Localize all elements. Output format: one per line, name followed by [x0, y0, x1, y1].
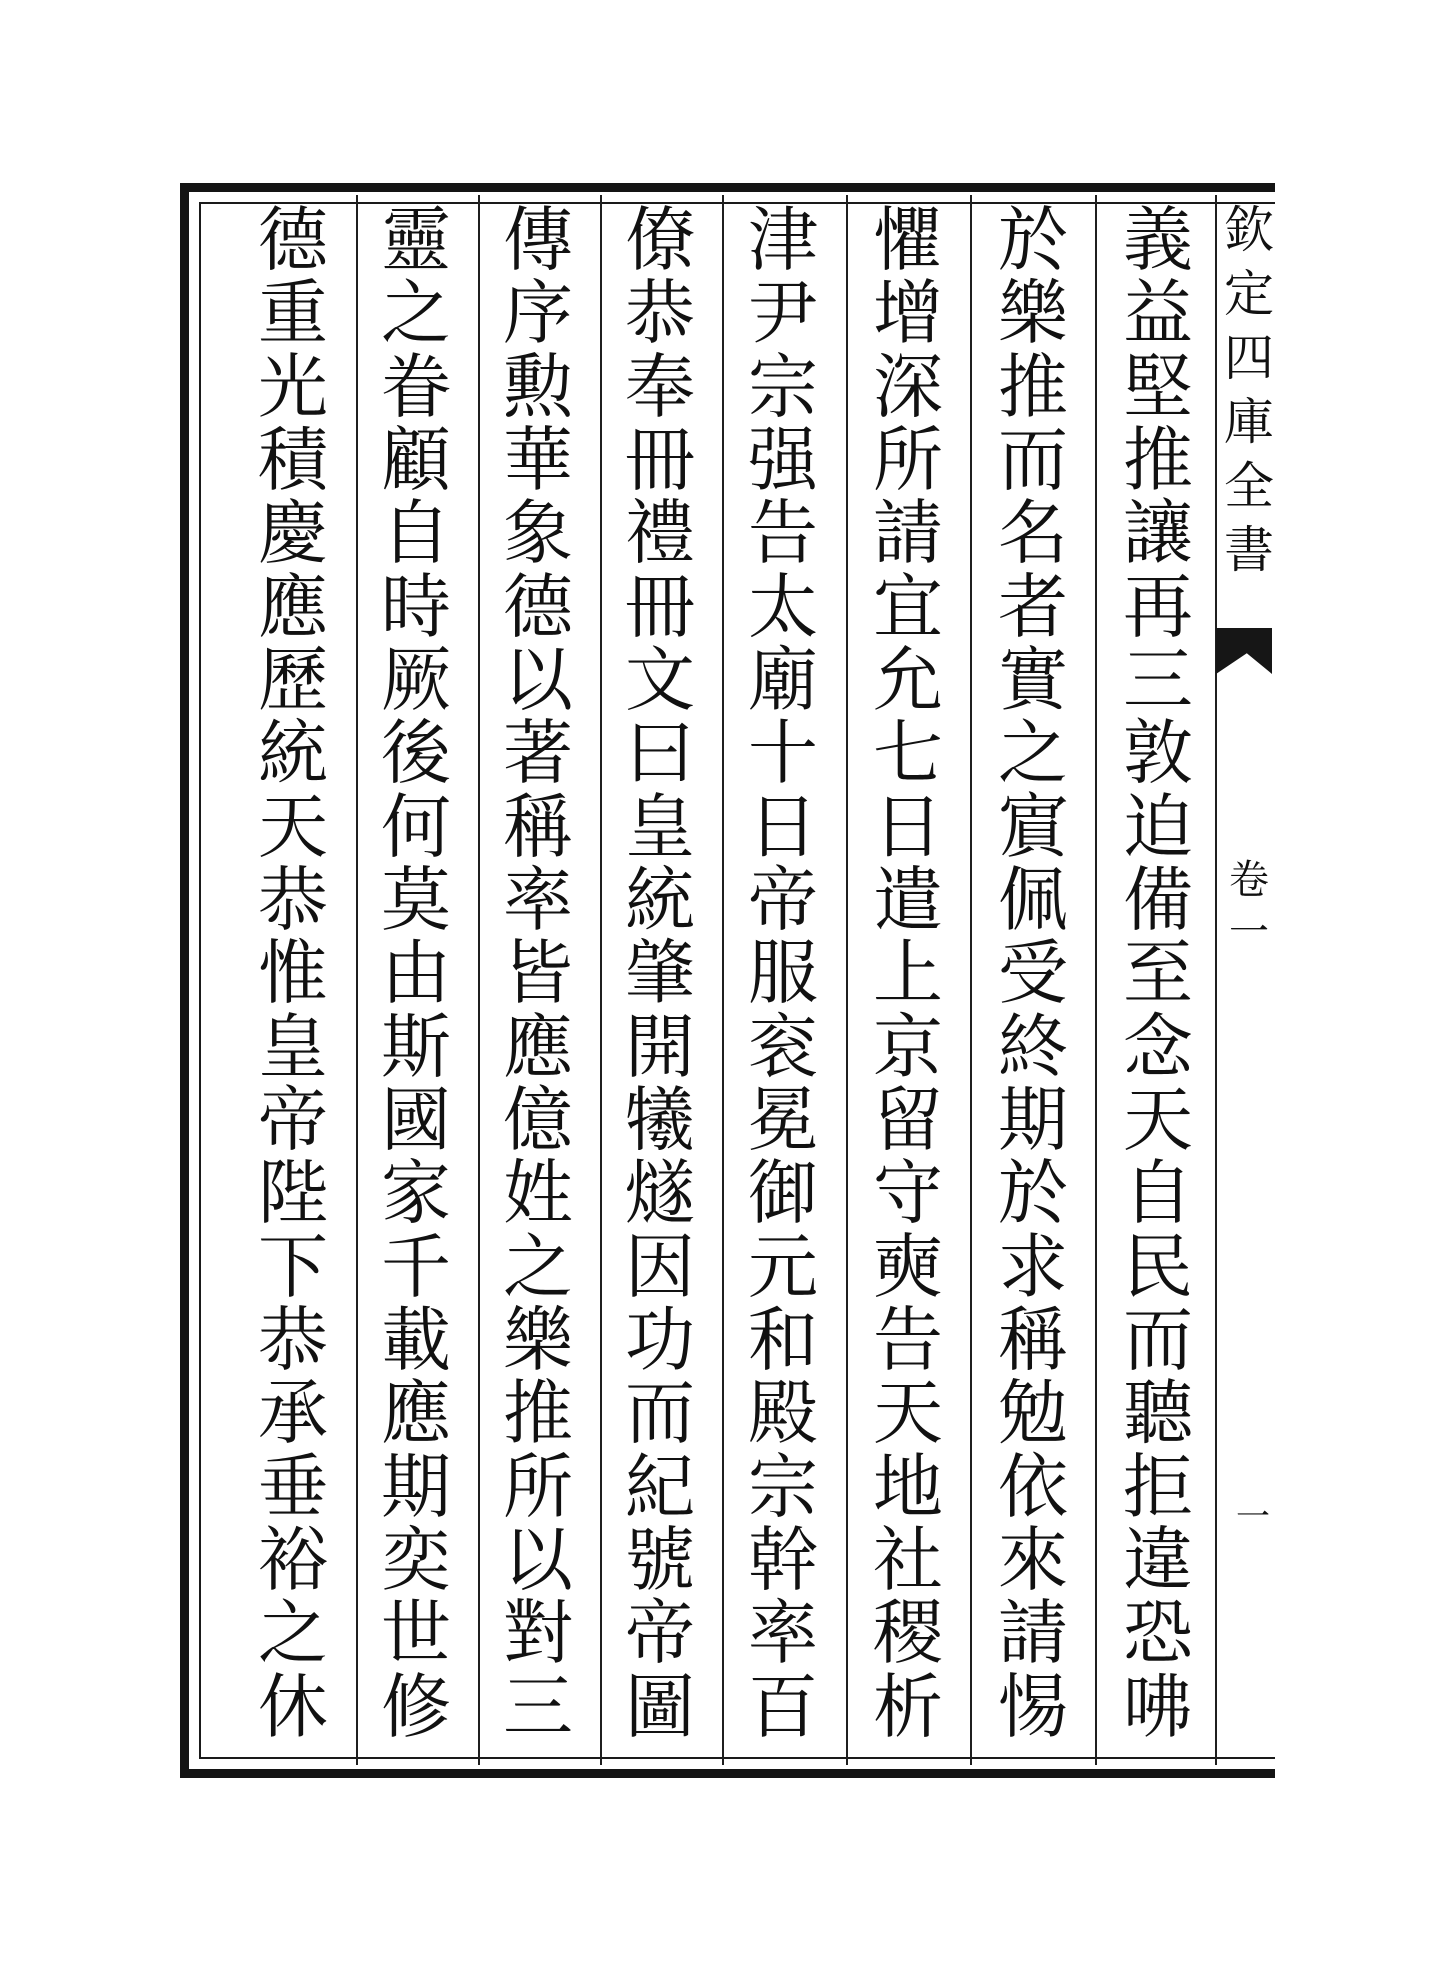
glyph: 冕 — [748, 1078, 818, 1161]
glyph: 來 — [998, 1518, 1068, 1601]
glyph: 請 — [998, 1592, 1068, 1675]
glyph: 恐 — [1123, 1592, 1193, 1675]
glyph: 而 — [1123, 1298, 1193, 1381]
glyph: 開 — [625, 1005, 695, 1088]
glyph: 以 — [503, 638, 573, 721]
glyph: 宗 — [748, 345, 818, 428]
glyph: 皆 — [503, 932, 573, 1015]
glyph: 眷 — [381, 345, 451, 428]
glyph: 敦 — [1123, 712, 1193, 795]
glyph: 所 — [873, 418, 943, 501]
glyph: 應 — [503, 1005, 573, 1088]
text-column-6 — [479, 199, 597, 1748]
glyph: 推 — [1123, 418, 1193, 501]
glyph: 違 — [1123, 1518, 1193, 1601]
glyph: 恭 — [258, 858, 328, 941]
glyph: 廟 — [748, 638, 818, 721]
glyph: 宗 — [748, 1445, 818, 1528]
glyph: 社 — [873, 1518, 943, 1601]
glyph: 衮 — [748, 1005, 818, 1088]
glyph: 殿 — [748, 1372, 818, 1455]
glyph: 慶 — [258, 492, 328, 575]
glyph: 備 — [1123, 858, 1193, 941]
glyph: 强 — [748, 418, 818, 501]
glyph: 推 — [503, 1372, 573, 1455]
glyph: 重 — [258, 272, 328, 355]
glyph: 帝 — [748, 858, 818, 941]
glyph: 率 — [503, 858, 573, 941]
glyph: 告 — [748, 492, 818, 575]
glyph: 幹 — [748, 1518, 818, 1601]
glyph: 象 — [503, 492, 573, 575]
glyph: 肇 — [625, 932, 695, 1015]
margin-glyph: 欽 — [1224, 201, 1274, 259]
glyph: 禮 — [625, 492, 695, 575]
glyph: 尹 — [748, 272, 818, 355]
glyph: 再 — [1123, 565, 1193, 648]
glyph: 帝 — [625, 1592, 695, 1675]
glyph: 恭 — [625, 272, 695, 355]
glyph: 因 — [625, 1225, 695, 1308]
glyph: 而 — [998, 418, 1068, 501]
glyph: 者 — [998, 565, 1068, 648]
glyph: 德 — [258, 199, 328, 281]
glyph: 修 — [381, 1665, 451, 1748]
glyph: 百 — [748, 1665, 818, 1748]
glyph: 著 — [503, 712, 573, 795]
glyph: 序 — [503, 272, 573, 355]
glyph: 守 — [873, 1152, 943, 1235]
glyph: 所 — [503, 1445, 573, 1528]
glyph: 對 — [503, 1592, 573, 1675]
glyph: 姓 — [503, 1152, 573, 1235]
glyph: 賔 — [998, 785, 1068, 868]
glyph: 皇 — [258, 1005, 328, 1088]
glyph: 服 — [748, 932, 818, 1015]
juan-glyph: 卷 — [1229, 857, 1269, 903]
glyph: 津 — [748, 199, 818, 281]
glyph: 積 — [258, 418, 328, 501]
glyph: 拒 — [1123, 1445, 1193, 1528]
glyph: 率 — [748, 1592, 818, 1675]
glyph: 於 — [998, 1152, 1068, 1235]
glyph: 日 — [748, 785, 818, 868]
glyph: 由 — [381, 932, 451, 1015]
glyph: 世 — [381, 1592, 451, 1675]
glyph: 應 — [258, 565, 328, 648]
glyph: 請 — [873, 492, 943, 575]
glyph: 太 — [748, 565, 818, 648]
glyph: 功 — [625, 1298, 695, 1381]
glyph: 堅 — [1123, 345, 1193, 428]
glyph: 惟 — [258, 932, 328, 1015]
glyph: 傳 — [503, 199, 573, 281]
glyph: 莫 — [381, 858, 451, 941]
glyph: 之 — [503, 1225, 573, 1308]
glyph: 名 — [998, 492, 1068, 575]
glyph: 皇 — [625, 785, 695, 868]
glyph: 奭 — [873, 1225, 943, 1308]
glyph: 靈 — [381, 199, 451, 281]
glyph: 推 — [998, 345, 1068, 428]
glyph: 陛 — [258, 1152, 328, 1235]
glyph: 天 — [258, 785, 328, 868]
juan-label — [1222, 857, 1276, 964]
glyph: 惕 — [998, 1665, 1068, 1748]
glyph: 深 — [873, 345, 943, 428]
glyph: 斯 — [381, 1005, 451, 1088]
glyph: 期 — [998, 1078, 1068, 1161]
glyph: 顧 — [381, 418, 451, 501]
glyph: 增 — [873, 272, 943, 355]
glyph: 天 — [873, 1372, 943, 1455]
glyph: 統 — [258, 712, 328, 795]
glyph: 光 — [258, 345, 328, 428]
glyph: 勉 — [998, 1372, 1068, 1455]
glyph: 後 — [381, 712, 451, 795]
glyph: 宜 — [873, 565, 943, 648]
glyph: 休 — [258, 1665, 328, 1748]
glyph: 求 — [998, 1225, 1068, 1308]
glyph: 而 — [625, 1372, 695, 1455]
glyph: 億 — [503, 1078, 573, 1161]
glyph: 遣 — [873, 858, 943, 941]
glyph: 華 — [503, 418, 573, 501]
glyph: 燧 — [625, 1152, 695, 1235]
glyph: 至 — [1123, 932, 1193, 1015]
glyph: 日 — [873, 785, 943, 868]
glyph: 時 — [381, 565, 451, 648]
glyph: 迫 — [1123, 785, 1193, 868]
glyph: 下 — [258, 1225, 328, 1308]
glyph: 恭 — [258, 1298, 328, 1381]
glyph: 自 — [381, 492, 451, 575]
glyph: 之 — [998, 712, 1068, 795]
glyph: 裕 — [258, 1518, 328, 1601]
glyph: 念 — [1123, 1005, 1193, 1088]
glyph: 應 — [381, 1372, 451, 1455]
text-column-8 — [234, 199, 352, 1748]
glyph: 曰 — [625, 712, 695, 795]
glyph: 期 — [381, 1445, 451, 1528]
glyph: 冊 — [625, 418, 695, 501]
glyph: 之 — [381, 272, 451, 355]
glyph: 勲 — [503, 345, 573, 428]
glyph: 元 — [748, 1225, 818, 1308]
glyph: 圖 — [625, 1665, 695, 1748]
glyph: 歷 — [258, 638, 328, 721]
glyph: 三 — [1123, 638, 1193, 721]
glyph: 文 — [625, 638, 695, 721]
glyph: 載 — [381, 1298, 451, 1381]
folio-number: 一 — [1236, 1497, 1270, 1537]
column-divider — [970, 195, 972, 1765]
glyph: 之 — [258, 1592, 328, 1675]
margin-glyph: 定 — [1224, 265, 1274, 323]
glyph: 犧 — [625, 1078, 695, 1161]
glyph: 樂 — [998, 272, 1068, 355]
glyph: 終 — [998, 1005, 1068, 1088]
glyph: 天 — [1123, 1078, 1193, 1161]
glyph: 稷 — [873, 1592, 943, 1675]
glyph: 承 — [258, 1372, 328, 1455]
glyph: 和 — [748, 1298, 818, 1381]
glyph: 家 — [381, 1152, 451, 1235]
text-column-4 — [724, 199, 842, 1748]
glyph: 奕 — [381, 1518, 451, 1601]
glyph: 允 — [873, 638, 943, 721]
margin-glyph: 書 — [1224, 521, 1274, 579]
glyph: 民 — [1123, 1225, 1193, 1308]
margin-glyph: 庫 — [1224, 393, 1274, 451]
glyph: 地 — [873, 1445, 943, 1528]
glyph: 以 — [503, 1518, 573, 1601]
column-divider — [846, 195, 848, 1765]
glyph: 千 — [381, 1225, 451, 1308]
glyph: 僚 — [625, 199, 695, 281]
glyph: 佩 — [998, 858, 1068, 941]
glyph: 依 — [998, 1445, 1068, 1528]
glyph: 聽 — [1123, 1372, 1193, 1455]
glyph: 統 — [625, 858, 695, 941]
glyph: 讓 — [1123, 492, 1193, 575]
glyph: 十 — [748, 712, 818, 795]
glyph: 上 — [873, 932, 943, 1015]
glyph: 樂 — [503, 1298, 573, 1381]
text-column-7 — [357, 199, 475, 1748]
glyph: 御 — [748, 1152, 818, 1235]
text-column-3 — [849, 199, 967, 1748]
glyph: 帝 — [258, 1078, 328, 1161]
text-column-5 — [601, 199, 719, 1748]
glyph: 受 — [998, 932, 1068, 1015]
column-divider — [1095, 195, 1097, 1765]
glyph: 德 — [503, 565, 573, 648]
glyph: 益 — [1123, 272, 1193, 355]
glyph: 七 — [873, 712, 943, 795]
glyph: 三 — [503, 1665, 573, 1748]
glyph: 懼 — [873, 199, 943, 281]
glyph: 析 — [873, 1665, 943, 1748]
glyph: 垂 — [258, 1445, 328, 1528]
glyph: 何 — [381, 785, 451, 868]
margin-glyph: 全 — [1224, 457, 1274, 515]
glyph: 於 — [998, 199, 1068, 281]
margin-glyph: 四 — [1224, 329, 1274, 387]
book-title — [1222, 201, 1276, 589]
glyph: 紀 — [625, 1445, 695, 1528]
glyph: 厥 — [381, 638, 451, 721]
glyph: 號 — [625, 1518, 695, 1601]
glyph: 告 — [873, 1298, 943, 1381]
glyph: 留 — [873, 1078, 943, 1161]
text-column-1 — [1099, 199, 1217, 1748]
glyph: 稱 — [503, 785, 573, 868]
text-column-2 — [974, 199, 1092, 1748]
glyph: 義 — [1123, 199, 1193, 281]
glyph: 奉 — [625, 345, 695, 428]
glyph: 自 — [1123, 1152, 1193, 1235]
juan-glyph: 一 — [1229, 909, 1269, 955]
glyph: 咈 — [1123, 1665, 1193, 1748]
glyph: 京 — [873, 1005, 943, 1088]
glyph: 國 — [381, 1078, 451, 1161]
glyph: 冊 — [625, 565, 695, 648]
glyph: 實 — [998, 638, 1068, 721]
glyph: 稱 — [998, 1298, 1068, 1381]
